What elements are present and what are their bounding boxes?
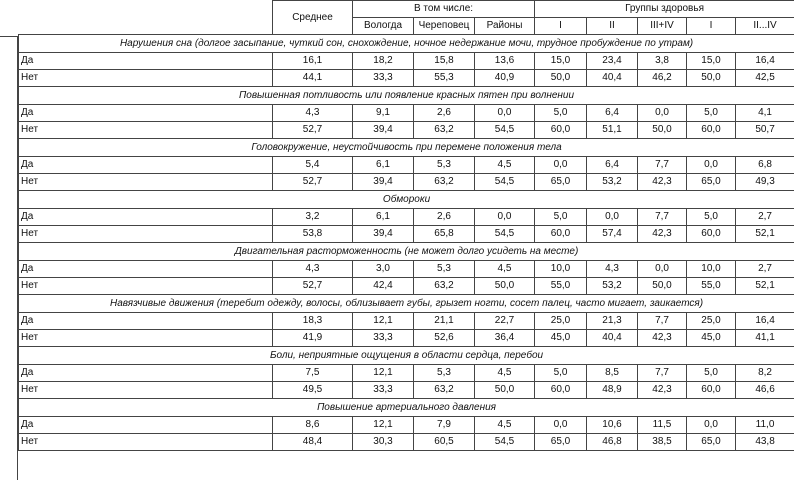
- row-label: Нет: [19, 434, 273, 451]
- row-label: Да: [19, 53, 273, 70]
- section-title-row: [19, 399, 794, 417]
- row-label: Нет: [19, 70, 273, 87]
- table-cell: 5,3: [414, 157, 475, 174]
- left-border: [0, 36, 18, 480]
- table-cell: 16,4: [736, 53, 794, 70]
- header-cherepovets: Череповец: [414, 18, 475, 35]
- table-header: [19, 1, 794, 35]
- table-cell: 65,0: [687, 434, 736, 451]
- table-cell: 4,1: [736, 105, 794, 122]
- table-cell: 0,0: [638, 261, 687, 278]
- header-group-2-4: II...IV: [736, 18, 794, 35]
- section-title: Нарушения сна (долгое засыпание, чуткий сон, снохождение, ночное недержание мочи, трудное пробуждение по утрам): [19, 35, 794, 53]
- table-cell: 52,7: [273, 122, 353, 139]
- table-cell: 3,0: [353, 261, 414, 278]
- table-cell: 60,0: [687, 382, 736, 399]
- section-title: Повышение артериального давления: [19, 399, 794, 417]
- table-cell: 6,8: [736, 157, 794, 174]
- table-cell: 6,1: [353, 209, 414, 226]
- table-cell: 63,2: [414, 278, 475, 295]
- table-row: [19, 226, 794, 243]
- table-cell: 50,0: [475, 278, 535, 295]
- table-cell: 54,5: [475, 434, 535, 451]
- table-cell: 65,0: [535, 434, 587, 451]
- table-cell: 10,0: [687, 261, 736, 278]
- table-cell: 2,7: [736, 209, 794, 226]
- row-label: Да: [19, 261, 273, 278]
- table-cell: 25,0: [535, 313, 587, 330]
- table-row: [19, 157, 794, 174]
- table-cell: 10,6: [587, 417, 638, 434]
- table-cell: 15,8: [414, 53, 475, 70]
- header-vologda: Вологда: [353, 18, 414, 35]
- table-cell: 52,1: [736, 278, 794, 295]
- table-cell: 2,6: [414, 105, 475, 122]
- header-group-2: II: [587, 18, 638, 35]
- header-health-groups: Группы здоровья: [535, 1, 794, 18]
- row-label: Нет: [19, 122, 273, 139]
- table-cell: 39,4: [353, 174, 414, 191]
- table-row: [19, 174, 794, 191]
- table-row: [19, 261, 794, 278]
- table-cell: 0,0: [475, 105, 535, 122]
- table-body: [19, 35, 794, 451]
- table-cell: 55,0: [687, 278, 736, 295]
- table-cell: 33,3: [353, 70, 414, 87]
- table-cell: 2,7: [736, 261, 794, 278]
- table-cell: 40,9: [475, 70, 535, 87]
- table-cell: 52,6: [414, 330, 475, 347]
- table-cell: 7,5: [273, 365, 353, 382]
- table-cell: 60,0: [535, 382, 587, 399]
- table-cell: 50,0: [638, 122, 687, 139]
- table-cell: 42,3: [638, 226, 687, 243]
- row-label: Да: [19, 313, 273, 330]
- table-cell: 6,4: [587, 105, 638, 122]
- row-label: Да: [19, 105, 273, 122]
- section-title-row: [19, 139, 794, 157]
- table-cell: 48,4: [273, 434, 353, 451]
- table-row: [19, 53, 794, 70]
- header-group-1: I: [535, 18, 587, 35]
- table-cell: 0,0: [535, 417, 587, 434]
- table-cell: 5,4: [273, 157, 353, 174]
- section-title: Головокружение, неустойчивость при перемене положения тела: [19, 139, 794, 157]
- table-cell: 46,8: [587, 434, 638, 451]
- table-cell: 18,2: [353, 53, 414, 70]
- table-row: [19, 417, 794, 434]
- table-cell: 60,5: [414, 434, 475, 451]
- table-cell: 4,5: [475, 157, 535, 174]
- table-cell: 42,3: [638, 382, 687, 399]
- table-cell: 42,3: [638, 330, 687, 347]
- table-cell: 21,3: [587, 313, 638, 330]
- header-group-3-4: III+IV: [638, 18, 687, 35]
- table-cell: 2,6: [414, 209, 475, 226]
- section-title-row: [19, 243, 794, 261]
- table-cell: 11,5: [638, 417, 687, 434]
- table-cell: 65,8: [414, 226, 475, 243]
- table-cell: 7,7: [638, 365, 687, 382]
- table-cell: 5,0: [535, 105, 587, 122]
- table-row: [19, 313, 794, 330]
- table-cell: 53,2: [587, 278, 638, 295]
- table-cell: 45,0: [687, 330, 736, 347]
- table-cell: 16,1: [273, 53, 353, 70]
- table-row: [19, 434, 794, 451]
- table-cell: 53,8: [273, 226, 353, 243]
- row-label: Нет: [19, 226, 273, 243]
- table-row: [19, 382, 794, 399]
- table-cell: 44,1: [273, 70, 353, 87]
- table-row: [19, 365, 794, 382]
- table-cell: 40,4: [587, 70, 638, 87]
- table-cell: 48,9: [587, 382, 638, 399]
- table-cell: 8,2: [736, 365, 794, 382]
- section-title: Навязчивые движения (теребит одежду, волосы, облизывает губы, грызет ногти, сосет палец, часто мигает, заикается): [19, 295, 794, 313]
- health-table: [18, 0, 794, 451]
- table-cell: 8,5: [587, 365, 638, 382]
- table-cell: 5,0: [687, 105, 736, 122]
- table-cell: 5,0: [535, 365, 587, 382]
- table-cell: 7,7: [638, 209, 687, 226]
- section-title: Двигательная расторможенность (не может долго усидеть на месте): [19, 243, 794, 261]
- table-cell: 50,0: [638, 278, 687, 295]
- table-cell: 55,0: [535, 278, 587, 295]
- table-cell: 46,6: [736, 382, 794, 399]
- table-cell: 60,0: [535, 226, 587, 243]
- table-cell: 43,8: [736, 434, 794, 451]
- table-cell: 4,5: [475, 417, 535, 434]
- section-title-row: [19, 191, 794, 209]
- table-cell: 60,0: [687, 122, 736, 139]
- table-row: [19, 70, 794, 87]
- table-cell: 0,0: [687, 417, 736, 434]
- table-cell: 41,1: [736, 330, 794, 347]
- table-cell: 4,5: [475, 365, 535, 382]
- table-cell: 52,1: [736, 226, 794, 243]
- table-cell: 4,3: [587, 261, 638, 278]
- table-cell: 52,7: [273, 174, 353, 191]
- table-cell: 50,0: [687, 70, 736, 87]
- table-cell: 60,0: [687, 226, 736, 243]
- row-label: Нет: [19, 382, 273, 399]
- section-title: Повышенная потливость или появление красных пятен при волнении: [19, 87, 794, 105]
- table-cell: 7,7: [638, 157, 687, 174]
- row-label: Да: [19, 365, 273, 382]
- table-cell: 63,2: [414, 382, 475, 399]
- table-cell: 41,9: [273, 330, 353, 347]
- table-cell: 54,5: [475, 122, 535, 139]
- table-cell: 50,0: [535, 70, 587, 87]
- row-label: Да: [19, 157, 273, 174]
- section-title: Обмороки: [19, 191, 794, 209]
- table-cell: 30,3: [353, 434, 414, 451]
- table-cell: 7,9: [414, 417, 475, 434]
- table-cell: 3,8: [638, 53, 687, 70]
- table-cell: 38,5: [638, 434, 687, 451]
- table-cell: 57,4: [587, 226, 638, 243]
- table-cell: 4,3: [273, 261, 353, 278]
- section-title-row: [19, 35, 794, 53]
- row-label: Нет: [19, 278, 273, 295]
- table-cell: 63,2: [414, 122, 475, 139]
- table-cell: 12,1: [353, 365, 414, 382]
- table-cell: 36,4: [475, 330, 535, 347]
- table-cell: 0,0: [587, 209, 638, 226]
- header-rayony: Районы: [475, 18, 535, 35]
- section-title-row: [19, 295, 794, 313]
- table-row: [19, 105, 794, 122]
- table-cell: 22,7: [475, 313, 535, 330]
- table-cell: 39,4: [353, 122, 414, 139]
- table-cell: 5,3: [414, 365, 475, 382]
- table-cell: 0,0: [475, 209, 535, 226]
- header-corner: [19, 1, 273, 35]
- table-cell: 9,1: [353, 105, 414, 122]
- table-cell: 25,0: [687, 313, 736, 330]
- table-cell: 39,4: [353, 226, 414, 243]
- table-cell: 65,0: [687, 174, 736, 191]
- table-cell: 60,0: [535, 122, 587, 139]
- table-cell: 0,0: [687, 157, 736, 174]
- table-cell: 49,3: [736, 174, 794, 191]
- table-cell: 18,3: [273, 313, 353, 330]
- table-cell: 51,1: [587, 122, 638, 139]
- table-cell: 5,0: [687, 209, 736, 226]
- table-cell: 15,0: [687, 53, 736, 70]
- table-row: [19, 330, 794, 347]
- row-label: Нет: [19, 174, 273, 191]
- row-label: Да: [19, 209, 273, 226]
- table-cell: 5,3: [414, 261, 475, 278]
- table-cell: 6,4: [587, 157, 638, 174]
- table-row: [19, 122, 794, 139]
- table-cell: 54,5: [475, 226, 535, 243]
- table-cell: 4,3: [273, 105, 353, 122]
- table-cell: 16,4: [736, 313, 794, 330]
- table-cell: 21,1: [414, 313, 475, 330]
- table-cell: 15,0: [535, 53, 587, 70]
- table-cell: 45,0: [535, 330, 587, 347]
- table-cell: 7,7: [638, 313, 687, 330]
- table-cell: 42,5: [736, 70, 794, 87]
- section-title-row: [19, 347, 794, 365]
- table-cell: 49,5: [273, 382, 353, 399]
- table-cell: 54,5: [475, 174, 535, 191]
- table-cell: 65,0: [535, 174, 587, 191]
- row-label: Нет: [19, 330, 273, 347]
- header-group-1b: I: [687, 18, 736, 35]
- table-cell: 52,7: [273, 278, 353, 295]
- table-cell: 40,4: [587, 330, 638, 347]
- table-cell: 11,0: [736, 417, 794, 434]
- table-cell: 46,2: [638, 70, 687, 87]
- table-cell: 0,0: [638, 105, 687, 122]
- table-cell: 53,2: [587, 174, 638, 191]
- section-title: Боли, неприятные ощущения в области сердца, перебои: [19, 347, 794, 365]
- table-cell: 33,3: [353, 330, 414, 347]
- table-cell: 10,0: [535, 261, 587, 278]
- table-cell: 4,5: [475, 261, 535, 278]
- table-cell: 33,3: [353, 382, 414, 399]
- table-cell: 42,3: [638, 174, 687, 191]
- table-cell: 5,0: [687, 365, 736, 382]
- table-row: [19, 278, 794, 295]
- table-cell: 23,4: [587, 53, 638, 70]
- table-cell: 12,1: [353, 417, 414, 434]
- table-cell: 8,6: [273, 417, 353, 434]
- table-cell: 63,2: [414, 174, 475, 191]
- table-cell: 13,6: [475, 53, 535, 70]
- table-cell: 50,0: [475, 382, 535, 399]
- section-title-row: [19, 87, 794, 105]
- table-cell: 6,1: [353, 157, 414, 174]
- table-cell: 42,4: [353, 278, 414, 295]
- header-average: Среднее: [273, 1, 353, 35]
- table-row: [19, 209, 794, 226]
- table-cell: 3,2: [273, 209, 353, 226]
- table-cell: 5,0: [535, 209, 587, 226]
- row-label: Да: [19, 417, 273, 434]
- header-including: В том числе:: [353, 1, 535, 18]
- table-cell: 50,7: [736, 122, 794, 139]
- table-cell: 55,3: [414, 70, 475, 87]
- table-cell: 0,0: [535, 157, 587, 174]
- table-cell: 12,1: [353, 313, 414, 330]
